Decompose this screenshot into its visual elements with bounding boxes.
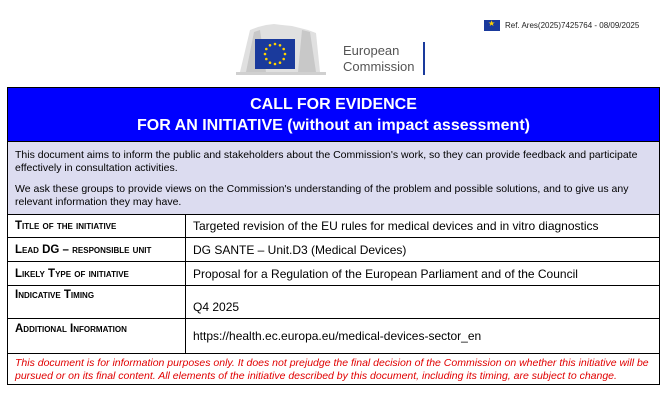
reference-text: Ref. Ares(2025)7425764 - 08/09/2025 [505,21,640,30]
additional-info-link[interactable]: https://health.ec.europa.eu/medical-devices-sector_en [186,319,660,354]
intro-paragraph-2: We ask these groups to provide views on the Commission's understanding of the problem and possible solutions, and to give us any relevant information they may have. [15,183,629,208]
call-for-evidence-document [7,87,660,385]
logo-divider [423,42,425,75]
row-label-timing: Indicative Timing [8,286,186,319]
row-label-additional-info: Additional Information [8,319,186,354]
row-value-lead-dg: DG SANTE – Unit.D3 (Medical Devices) [186,238,660,262]
row-value-title: Targeted revision of the EU rules for medical devices and in vitro diagnostics [186,215,660,238]
row-label-title: Title of the initiative [8,215,186,238]
table-row [8,215,659,238]
intro-section [8,142,659,215]
logo-line-2: Commission [343,59,415,74]
title-band [8,88,659,142]
row-label-lead-dg: Lead DG – responsible unit [8,238,186,262]
disclaimer-text: This document is for information purposes only. It does not prejudge the final decision of the Commission on whether this initiative will be pursued or on its final content. All elements of the initiative described by this document, including its timing, are subject to change. [8,354,659,384]
table-row [8,286,659,319]
row-value-timing: Q4 2025 [186,286,660,319]
table-row [8,238,659,262]
european-commission-logo [236,22,436,80]
initiative-details-table [8,215,659,354]
document-subtitle: FOR AN INITIATIVE (without an impact assessment) [137,117,530,134]
reference-stamp [484,20,639,31]
table-row [8,262,659,286]
document-title: CALL FOR EVIDENCE [250,96,417,113]
intro-paragraph-1: This document aims to inform the public and stakeholders about the Commission's work, so they can provide feedback and participate effectively in consultation activities. [15,149,638,174]
european-commission-logo-icon [236,22,341,80]
row-label-type: Likely Type of initiative [8,262,186,286]
logo-wordmark [343,43,415,75]
eu-flag-icon [484,20,500,31]
table-row [8,319,659,354]
logo-line-1: European [343,43,400,58]
row-value-type: Proposal for a Regulation of the European Parliament and of the Council [186,262,660,286]
